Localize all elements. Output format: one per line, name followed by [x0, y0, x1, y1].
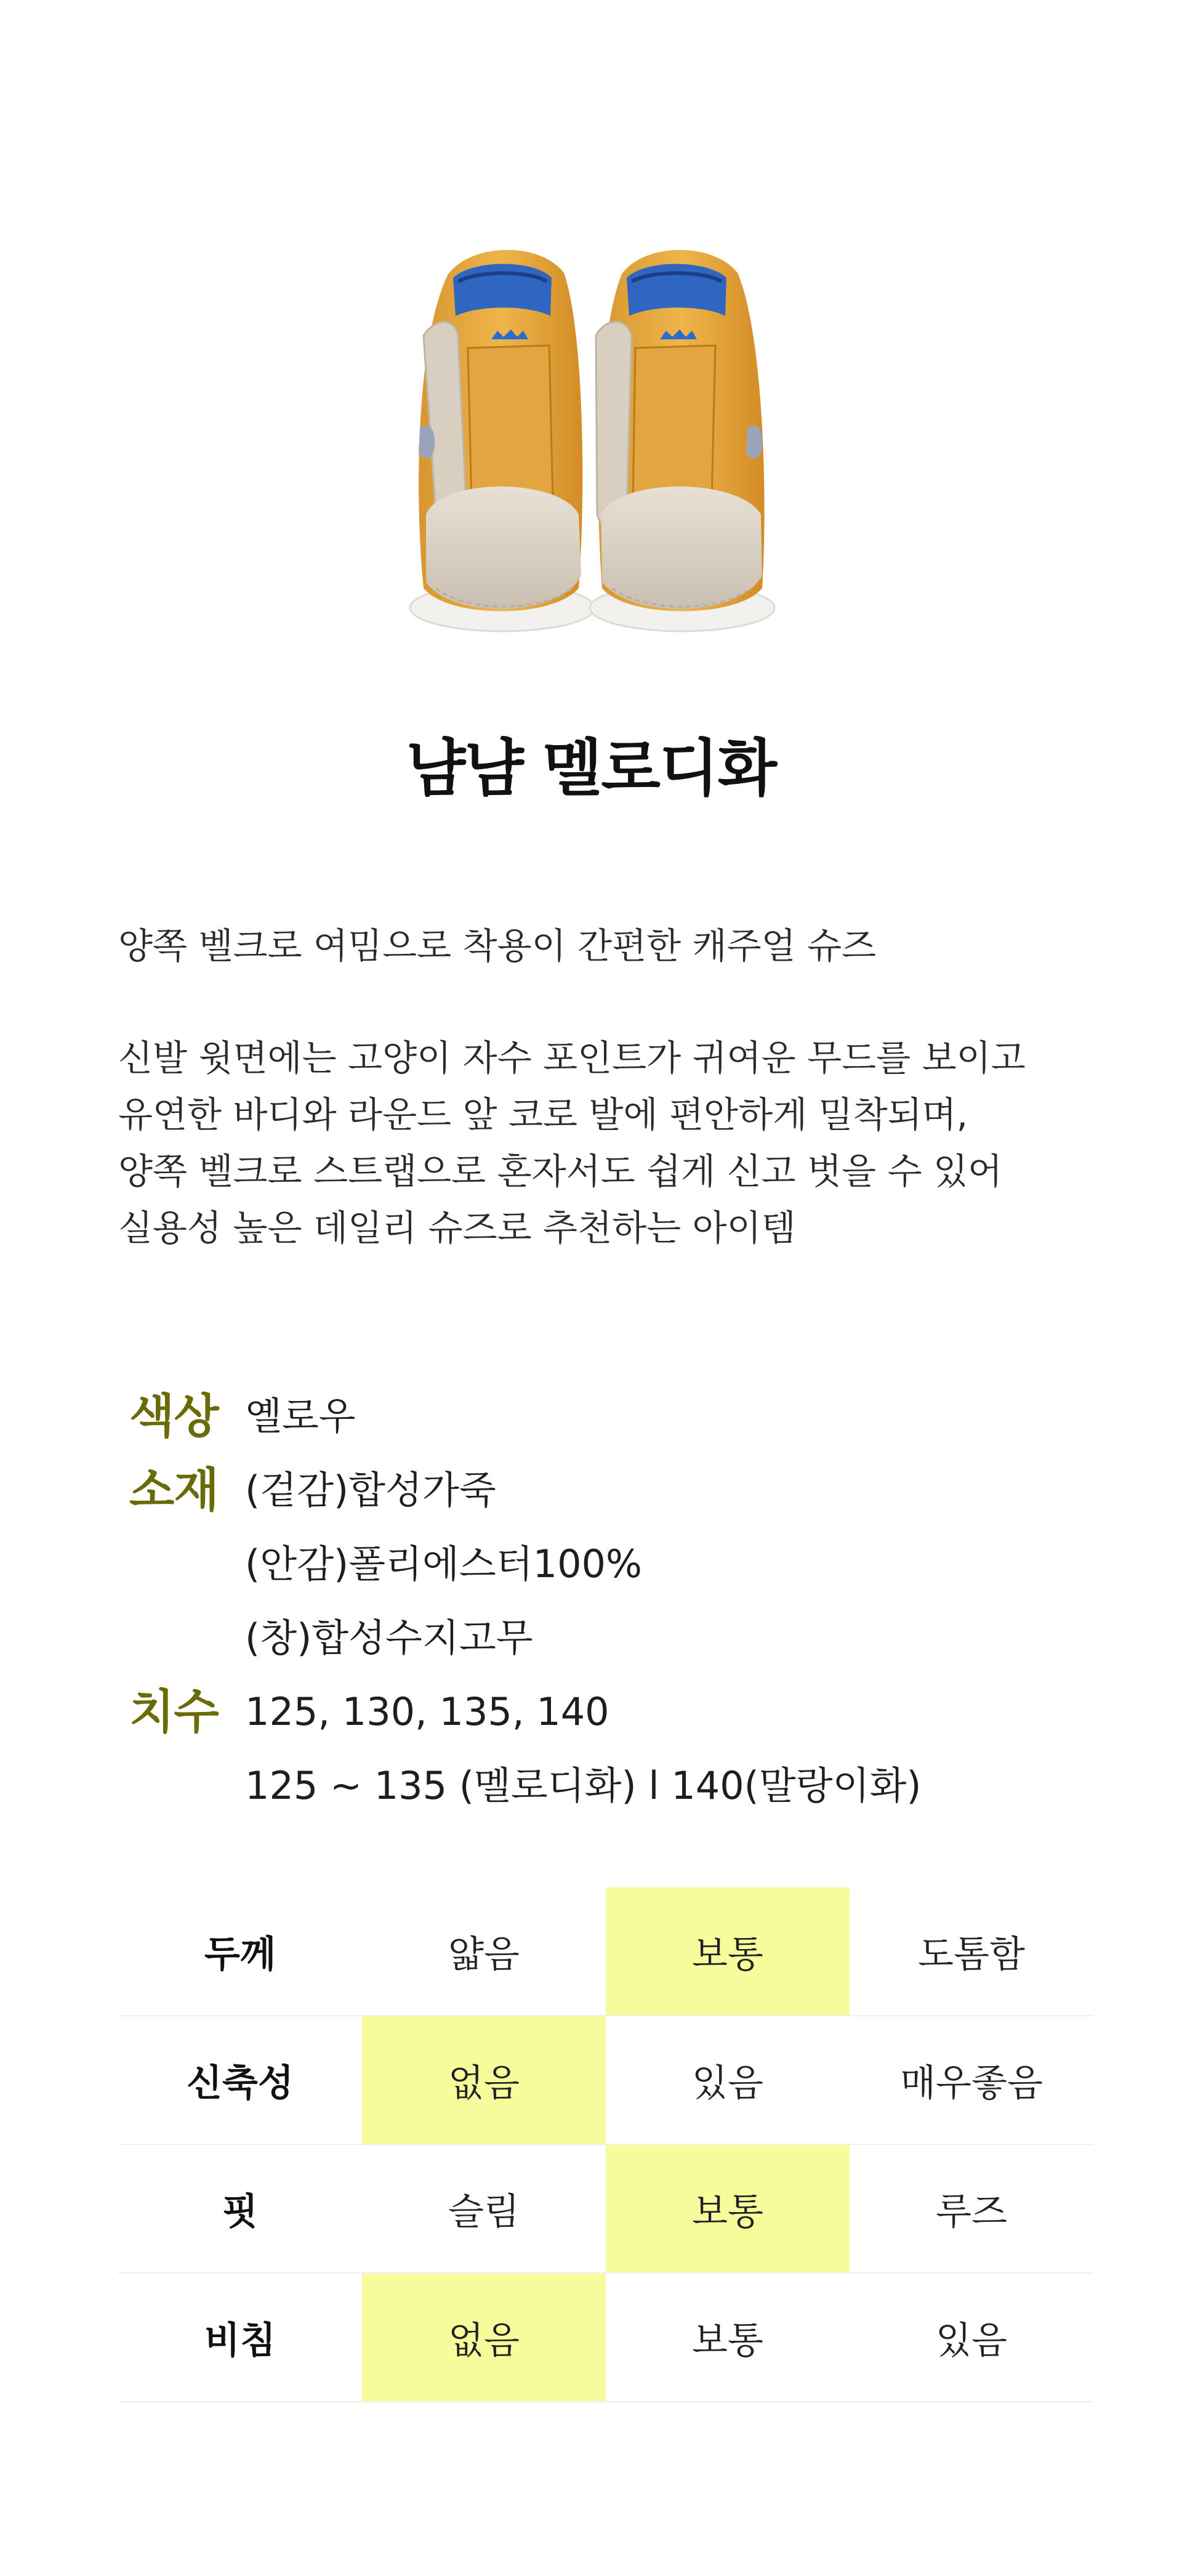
fit-option: 루즈 — [850, 2144, 1093, 2273]
spec-value-size: 125 ~ 135 (멜로디화) l 140(말랑이화) — [245, 1763, 922, 1808]
fit-option: 보통 — [606, 2144, 850, 2273]
spec-label-material: 소재 — [129, 1463, 219, 1517]
spec-size — [129, 1675, 1053, 1749]
right-shoe — [590, 250, 774, 631]
spec-color — [129, 1379, 1053, 1453]
fit-option: 얇음 — [362, 1888, 606, 2016]
fit-row-label: 핏 — [118, 2144, 362, 2273]
left-shoe — [410, 250, 595, 631]
description-line: 양쪽 벨크로 스트랩으로 혼자서도 쉽게 신고 벗을 수 있어 — [118, 1150, 1003, 1192]
spec-value-material: (안감)폴리에스터100% — [245, 1541, 642, 1586]
fit-row-thickness — [118, 1888, 1093, 2016]
fit-option: 없음 — [362, 2273, 606, 2402]
spec-material-lining — [129, 1527, 1053, 1601]
fit-option: 도톰함 — [850, 1888, 1093, 2016]
product-title: 냠냠 멜로디화 — [406, 732, 776, 804]
fit-row-fit — [118, 2144, 1093, 2273]
spec-material — [129, 1453, 1053, 1527]
fit-option: 매우좋음 — [850, 2016, 1093, 2144]
fit-row-elasticity — [118, 2016, 1093, 2144]
fit-option: 보통 — [606, 2273, 850, 2402]
spec-size-note — [129, 1749, 1053, 1823]
product-image — [399, 243, 783, 637]
description-line: 실용성 높은 데일리 슈즈로 추천하는 아이템 — [118, 1207, 796, 1249]
product-description — [118, 1030, 1079, 1256]
spec-label-size: 치수 — [129, 1684, 219, 1739]
spec-material-sole — [129, 1601, 1053, 1675]
spec-label-color: 색상 — [129, 1389, 219, 1443]
fit-option: 없음 — [362, 2016, 606, 2144]
product-intro: 양쪽 벨크로 여밈으로 착용이 간편한 캐주얼 슈즈 — [118, 925, 877, 967]
fit-option: 슬림 — [362, 2144, 606, 2273]
fit-row-transparency — [118, 2273, 1093, 2402]
fit-option: 보통 — [606, 1888, 850, 2016]
fit-row-label: 신축성 — [118, 2016, 362, 2144]
fit-row-label: 두께 — [118, 1888, 362, 2016]
spec-value-color: 옐로우 — [245, 1394, 356, 1439]
description-line: 유연한 바디와 라운드 앞 코로 발에 편안하게 밀착되며, — [118, 1094, 968, 1136]
fit-option: 있음 — [606, 2016, 850, 2144]
fit-row-label: 비침 — [118, 2273, 362, 2402]
fit-option: 있음 — [850, 2273, 1093, 2402]
fit-table — [118, 1888, 1093, 2402]
spec-value-material: (창)합성수지고무 — [245, 1615, 533, 1660]
spec-value-size: 125, 130, 135, 140 — [245, 1689, 609, 1734]
spec-value-material: (겉감)합성가죽 — [245, 1468, 496, 1512]
description-line: 신발 윗면에는 고양이 자수 포인트가 귀여운 무드를 보이고 — [118, 1037, 1026, 1079]
